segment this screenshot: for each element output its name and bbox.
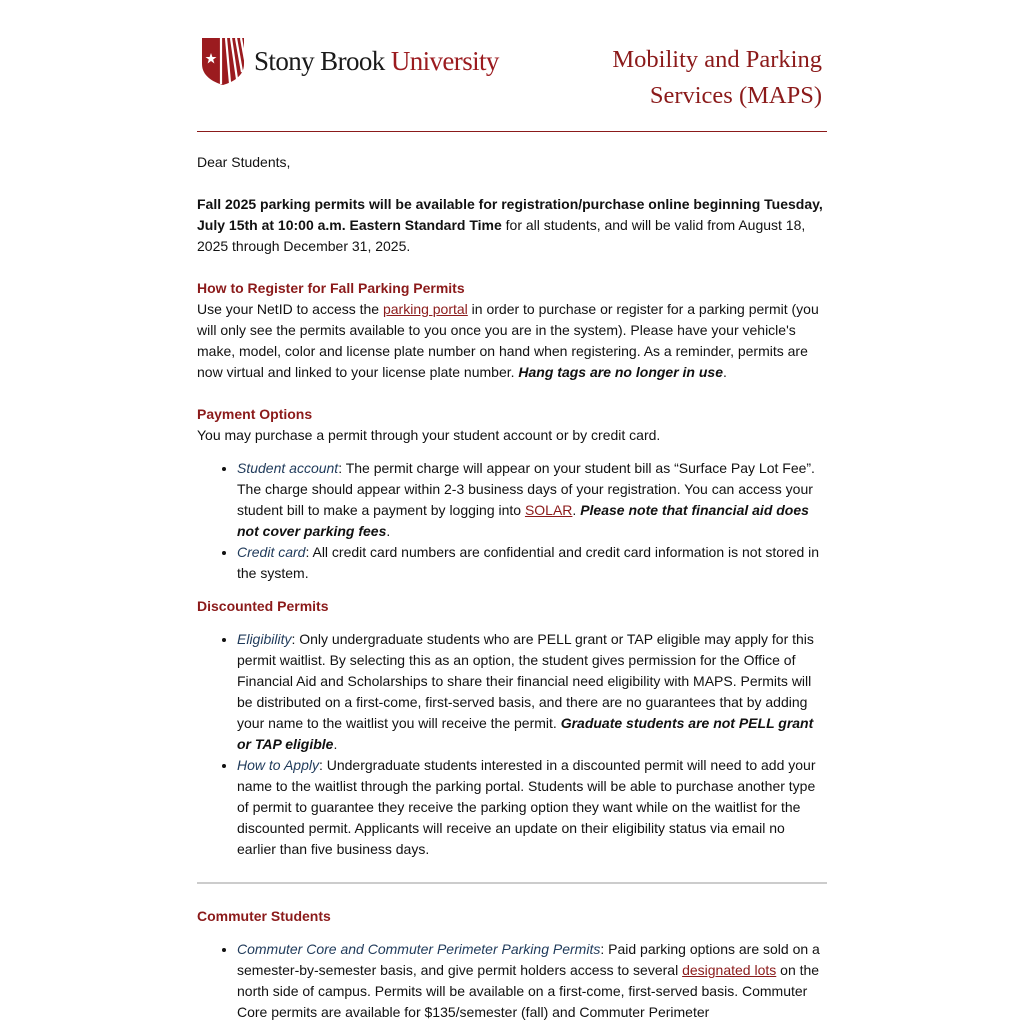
list-item: • How to Apply: Undergraduate students interested in a discounted permit will need to add your name to the waitlist through the parking portal. Students will be able to purchase another type of permit to guarantee they receive the parking option they want while on the waitlist for the discounted permit. Applicants will receive an update on their eligibility status via email no earlier than five business days. [237, 755, 827, 860]
designated-lots-link[interactable]: designated lots [682, 962, 777, 978]
list-item: • Eligibility: Only undergraduate students who are PELL grant or TAP eligible may apply for this permit waitlist. By selecting this as an option, the student gives permission for the Office of Financial Aid and Scholarships to share their financial need eligibility with MAPS. Permits will be distributed on a first-come, first-served basis, and there are no guarantees that by adding your name to the waitlist you will receive the permit. Graduate students are not PELL grant or TAP eligible. [237, 629, 827, 755]
register-heading: How to Register for Fall Parking Permits [197, 280, 465, 296]
discounted-heading: Discounted Permits [197, 598, 329, 614]
university-logo [201, 36, 499, 86]
list-item: • Commuter Core and Commuter Perimeter Parking Permits: Paid parking options are sold on a semester-by-semester basis, and give permit holders access to several designated lots on the north side of campus. Permits will be available on a first-come, first-served basis. Commuter Core permits are available for $135/semester (fall) and Commuter Perimeter [237, 939, 827, 1023]
payment-heading: Payment Options [197, 406, 313, 422]
department-title: Mobility and Parking Services (MAPS) [612, 46, 822, 109]
intro-paragraph: Fall 2025 parking permits will be available for registration/purchase online beginning Tuesday, July 15th at 10:00 a.m. Eastern Standard Time for all students, and will be valid from August 18, 2025 through December 31, 2025. [197, 196, 823, 254]
email-body [197, 0, 827, 1035]
commuter-list [197, 939, 827, 1023]
list-item: • Credit card: All credit card numbers are confidential and credit card information is not stored in the system. [237, 542, 827, 584]
shield-logo-icon [201, 36, 245, 86]
commuter-heading: Commuter Students [197, 908, 331, 924]
solar-link[interactable]: SOLAR [524, 502, 573, 518]
payment-intro: You may purchase a permit through your student account or by credit card. [197, 427, 661, 443]
email-content [197, 132, 827, 1023]
parking-portal-link[interactable]: parking portal [382, 301, 468, 317]
university-name: Stony Brook University [254, 45, 499, 76]
list-item: • Student account: The permit charge will appear on your student bill as “Surface Pay Lot Fee”. The charge should appear within 2-3 business days of your registration. You can access your student bill to make a payment by logging into SOLAR. Please note that financial aid does not cover parking fees. [237, 458, 827, 542]
email-header [197, 0, 827, 132]
section-divider [197, 882, 827, 884]
greeting: Dear Students, [197, 154, 291, 170]
discounted-list [197, 629, 827, 860]
payment-options-list [197, 458, 827, 584]
register-paragraph: Use your NetID to access the parking portal in order to purchase or register for a parking permit (you will only see the permits available to you once you are in the system). Please have your vehicle's make, model, color and license plate number on hand when registering. As a reminder, permits are now virtual and linked to your license plate number. Hang tags are no longer in use. [197, 301, 819, 380]
